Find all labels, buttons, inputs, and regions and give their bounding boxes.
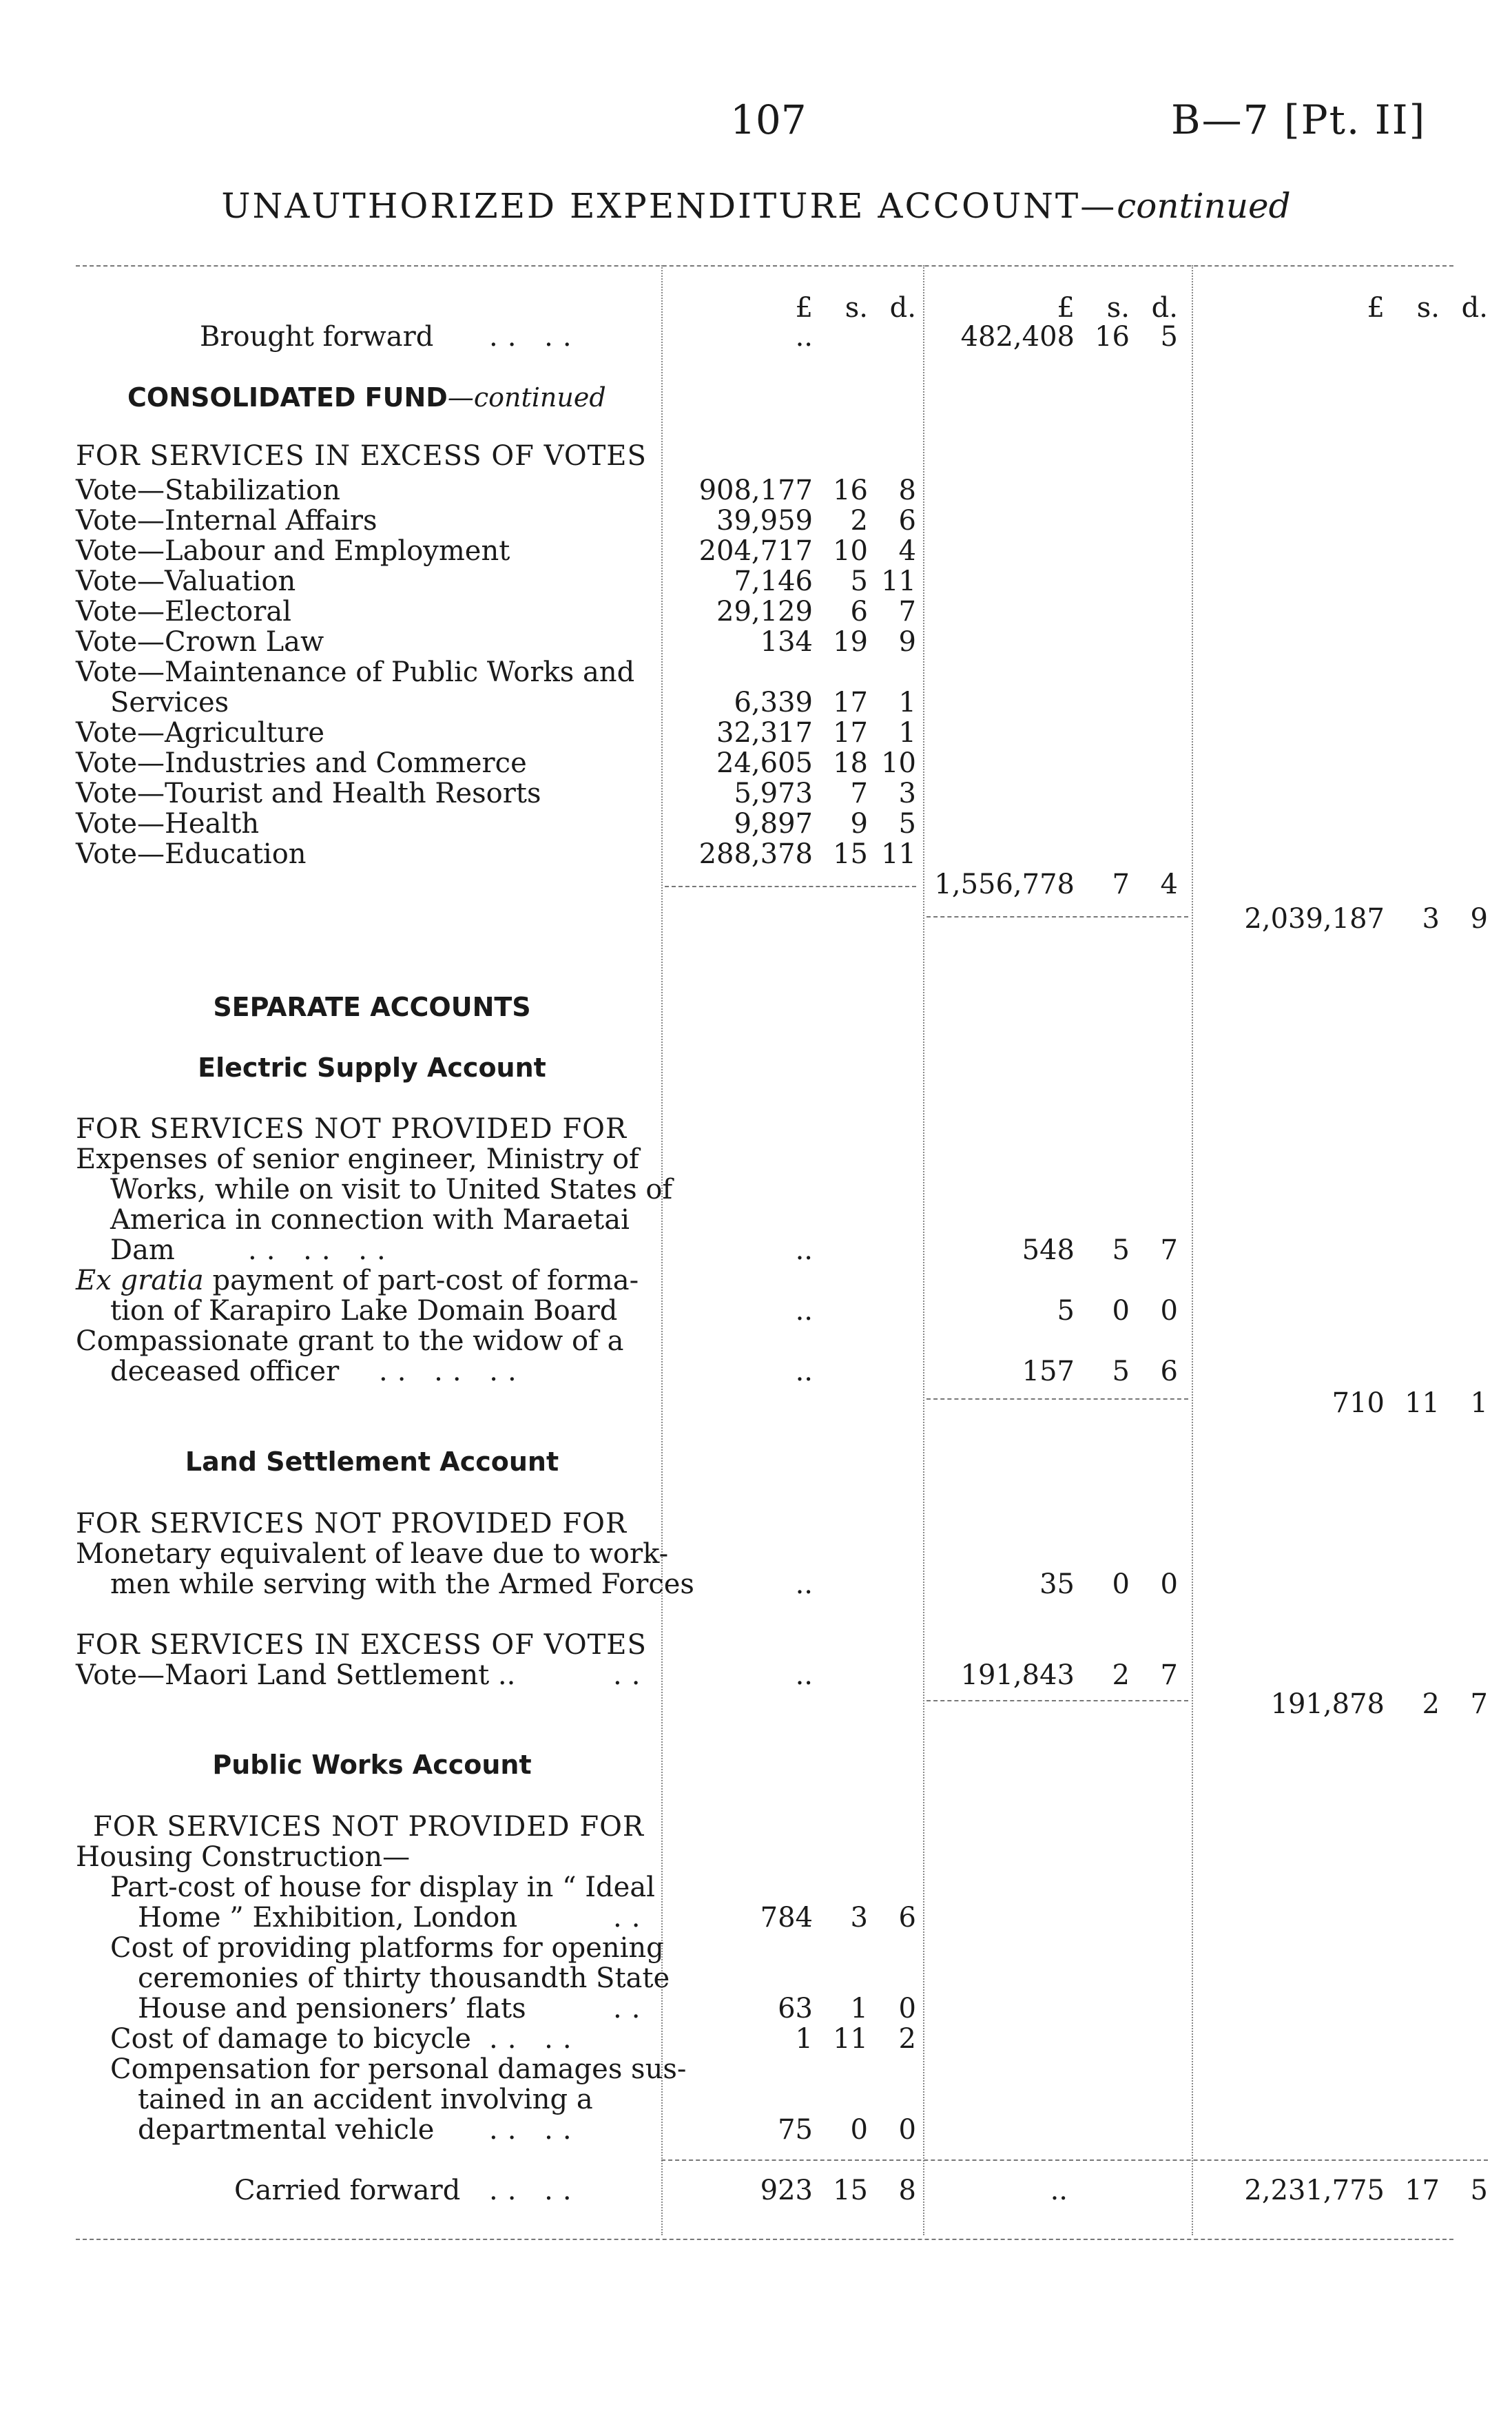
- subheading: [0, 441, 1512, 471]
- document-reference: B—7 [Pt. II]: [1171, 96, 1427, 143]
- amount-pounds: 9,897: [734, 808, 813, 840]
- account-heading: [0, 1447, 1512, 1477]
- electric-subheading: FOR SERVICES NOT PROVIDED FOR: [76, 1113, 627, 1145]
- amount-shillings: 16: [1095, 321, 1130, 353]
- text-line: America in connection with Maraetai: [110, 1204, 630, 1236]
- amount-shillings: 17: [833, 717, 868, 749]
- amount-pence: 5: [898, 808, 916, 840]
- table-row: [0, 748, 1512, 778]
- table-row: [0, 809, 1512, 839]
- amount-shillings: 17: [833, 687, 868, 718]
- vote-label: Vote—Labour and Employment: [76, 535, 510, 567]
- text-line: Monetary equivalent of leave due to work-: [76, 1538, 669, 1570]
- amount-shillings: 9: [850, 808, 868, 840]
- pounds-header: £: [1367, 292, 1385, 324]
- amount-pounds: 204,717: [698, 535, 813, 567]
- table-row: [0, 839, 1512, 869]
- consolidated-heading: CONSOLIDATED FUND: [127, 382, 448, 413]
- section-heading: [0, 382, 1512, 413]
- table-row: [0, 627, 1512, 657]
- amount-shillings: 10: [833, 535, 868, 567]
- pounds-header: £: [795, 292, 813, 324]
- public-works-heading: Public Works Account: [212, 1750, 532, 1780]
- amount-shillings: 16: [833, 475, 868, 506]
- leader-dots: .. ..: [489, 321, 581, 353]
- table-row: Vote—Maori Land Settlement .. .. .. 191,843 2 7: [76, 1659, 1178, 1691]
- amount-pence: 6: [898, 505, 916, 537]
- table-row: Home ” Exhibition, London .. 784 3 6: [138, 1902, 916, 1934]
- electric-supply-heading: Electric Supply Account: [198, 1053, 546, 1083]
- amount-pence: 8: [898, 475, 916, 506]
- amount-pence: 4: [1160, 869, 1178, 900]
- title-text: UNAUTHORIZED EXPENDITURE ACCOUNT—: [221, 186, 1117, 226]
- vote-label: Vote—Crown Law: [76, 626, 324, 658]
- carried-forward-rule: [661, 2159, 1488, 2161]
- amount-shillings: 7: [1112, 869, 1130, 900]
- table-row: [0, 506, 1512, 536]
- amount-pounds: 134: [760, 626, 813, 658]
- pence-header: d.: [1461, 292, 1488, 324]
- vote-label: Vote—Tourist and Health Resorts: [76, 778, 541, 809]
- amount-pence: 10: [881, 747, 916, 779]
- consolidated-subtotal-row: [0, 869, 1512, 900]
- table-row: [0, 475, 1512, 506]
- brought-forward-row: [0, 322, 1512, 352]
- pounds-header: £: [1057, 292, 1075, 324]
- carried-forward-label: Carried forward: [234, 2175, 461, 2206]
- table-row: [0, 597, 1512, 627]
- text-line: Compensation for personal damages sus-: [110, 2053, 687, 2085]
- text-line: Cost of providing platforms for opening: [110, 1932, 664, 1964]
- brought-forward-label: Brought forward: [200, 321, 434, 353]
- table-row: [0, 778, 1512, 809]
- table-row: Cost of damage to bicycle .. .. 1 11 2: [110, 2023, 916, 2055]
- amount-pounds: 908,177: [698, 475, 813, 506]
- amount-pounds: 7,146: [734, 566, 813, 597]
- subheading: FOR SERVICES NOT PROVIDED FOR: [93, 1811, 644, 1843]
- amount-pounds: 482,408: [960, 321, 1075, 353]
- vote-label: Vote—Electoral: [76, 596, 292, 628]
- table-row: departmental vehicle .. .. 75 0 0: [138, 2114, 916, 2146]
- pence-header: d.: [889, 292, 916, 324]
- amount-shillings: 15: [833, 838, 868, 870]
- amount-pounds: 288,378: [698, 838, 813, 870]
- leader-dots: ..: [613, 1902, 650, 1934]
- table-row: [0, 536, 1512, 566]
- vote-label: Vote—Education: [76, 838, 307, 870]
- text-line: Part-cost of house for display in “ Ideal: [110, 1872, 655, 1903]
- amount-shillings: 5: [850, 566, 868, 597]
- consolidated-heading-suffix: —continued: [447, 382, 606, 413]
- table-row: men while serving with the Armed Forces .. 35 0 0: [110, 1568, 1178, 1600]
- table-row: House and pensioners’ flats .. 63 1 0: [138, 1993, 916, 2024]
- land-total-row: 191,878 2 7: [1270, 1688, 1488, 1720]
- amount-shillings: 18: [833, 747, 868, 779]
- shillings-header: s.: [845, 292, 868, 324]
- pence-header: d.: [1151, 292, 1178, 324]
- vote-label: Vote—Valuation: [76, 566, 296, 597]
- amount-pence: 7: [898, 596, 916, 628]
- shillings-header: s.: [1106, 292, 1130, 324]
- amount-pounds: 24,605: [716, 747, 813, 779]
- amount-pounds: 39,959: [716, 505, 813, 537]
- section-heading: [0, 992, 1512, 1022]
- column-headers: [0, 293, 1512, 323]
- amount-pence: 4: [898, 535, 916, 567]
- amount-pounds: 6,339: [734, 687, 813, 718]
- text-line: Housing Construction—: [76, 1841, 411, 1873]
- top-rule: [76, 265, 1453, 267]
- table-row: tion of Karapiro Lake Domain Board .. 5 0 0: [110, 1295, 1178, 1327]
- amount-shillings: 3: [1422, 903, 1440, 935]
- amount-pounds: 29,129: [716, 596, 813, 628]
- leader-dots: .. ..: [489, 2114, 581, 2146]
- table-row: Dam .. .. .. .. 548 5 7: [110, 1234, 1178, 1266]
- amount-shillings: 7: [850, 778, 868, 809]
- table-row: [0, 566, 1512, 597]
- text-line: Works, while on visit to United States of: [110, 1174, 673, 1205]
- account-heading: [0, 1053, 1512, 1083]
- amount-shillings: 2: [850, 505, 868, 537]
- amount-shillings: 6: [850, 596, 868, 628]
- account-heading: [0, 1750, 1512, 1780]
- amount-pence: 1: [898, 687, 916, 718]
- bottom-rule: [76, 2239, 1453, 2240]
- text-line: tained in an accident involving a: [138, 2084, 593, 2115]
- vote-label: Vote—Health: [76, 808, 260, 840]
- vote-label: Vote—Industries and Commerce: [76, 747, 527, 779]
- subheading: FOR SERVICES IN EXCESS OF VOTES: [76, 1629, 647, 1661]
- consolidated-total-row: [0, 904, 1512, 934]
- amount-pence: 11: [881, 838, 916, 870]
- amount-pence: 9: [898, 626, 916, 658]
- leader-dots: .. .. ..: [248, 1234, 395, 1266]
- shillings-header: s.: [1416, 292, 1440, 324]
- amount-pounds: 32,317: [716, 717, 813, 749]
- leader-dots: .. .. ..: [379, 1356, 526, 1387]
- vote-label: Vote—Agriculture: [76, 717, 325, 749]
- leader-dots: ..: [613, 1659, 650, 1691]
- text-line: Ex gratia payment of part-cost of forma-: [76, 1265, 639, 1296]
- amount-pounds: 5,973: [734, 778, 813, 809]
- text-line: Compassionate grant to the widow of a: [76, 1325, 624, 1357]
- amount-shillings: 19: [833, 626, 868, 658]
- subheading: [0, 1114, 1512, 1144]
- amount-pence: 5: [1160, 321, 1178, 353]
- consolidated-subheading: FOR SERVICES IN EXCESS OF VOTES: [76, 440, 647, 472]
- table-row: [0, 718, 1512, 748]
- page-number: 107: [730, 96, 807, 143]
- leader-dots: .. ..: [489, 2175, 581, 2206]
- amount-pounds: 1,556,778: [934, 869, 1075, 900]
- title-suffix: continued: [1117, 186, 1291, 226]
- amount-pence: 1: [898, 717, 916, 749]
- amount-pence: 11: [881, 566, 916, 597]
- table-row: [0, 687, 1512, 718]
- electric-total-row: 710 11 1: [1332, 1387, 1488, 1419]
- vote-label: Services: [110, 687, 229, 718]
- leader-dots: ..: [613, 1993, 650, 2024]
- text-line: Expenses of senior engineer, Ministry of: [76, 1143, 639, 1175]
- vote-label: Vote—Stabilization: [76, 475, 340, 506]
- amount-pounds: 2,039,187: [1244, 903, 1385, 935]
- carried-forward-row: Carried forward .. .. 923 15 8 .. 2,231,775 17 5: [234, 2175, 1488, 2206]
- table-row: deceased officer .. .. .. .. 157 5 6: [110, 1356, 1178, 1387]
- separate-accounts-heading: SEPARATE ACCOUNTS: [213, 992, 531, 1022]
- page-title: [0, 186, 1512, 226]
- leader-dots: .. ..: [489, 2023, 581, 2055]
- subheading: FOR SERVICES NOT PROVIDED FOR: [76, 1508, 627, 1540]
- amount-pence: 9: [1470, 903, 1488, 935]
- empty-cell: ..: [795, 321, 813, 353]
- vote-label: Vote—Internal Affairs: [76, 505, 377, 537]
- text-line: ceremonies of thirty thousandth State: [138, 1962, 670, 1994]
- text-line: Vote—Maintenance of Public Works and: [76, 656, 635, 688]
- land-settlement-heading: Land Settlement Account: [185, 1447, 559, 1477]
- amount-pence: 3: [898, 778, 916, 809]
